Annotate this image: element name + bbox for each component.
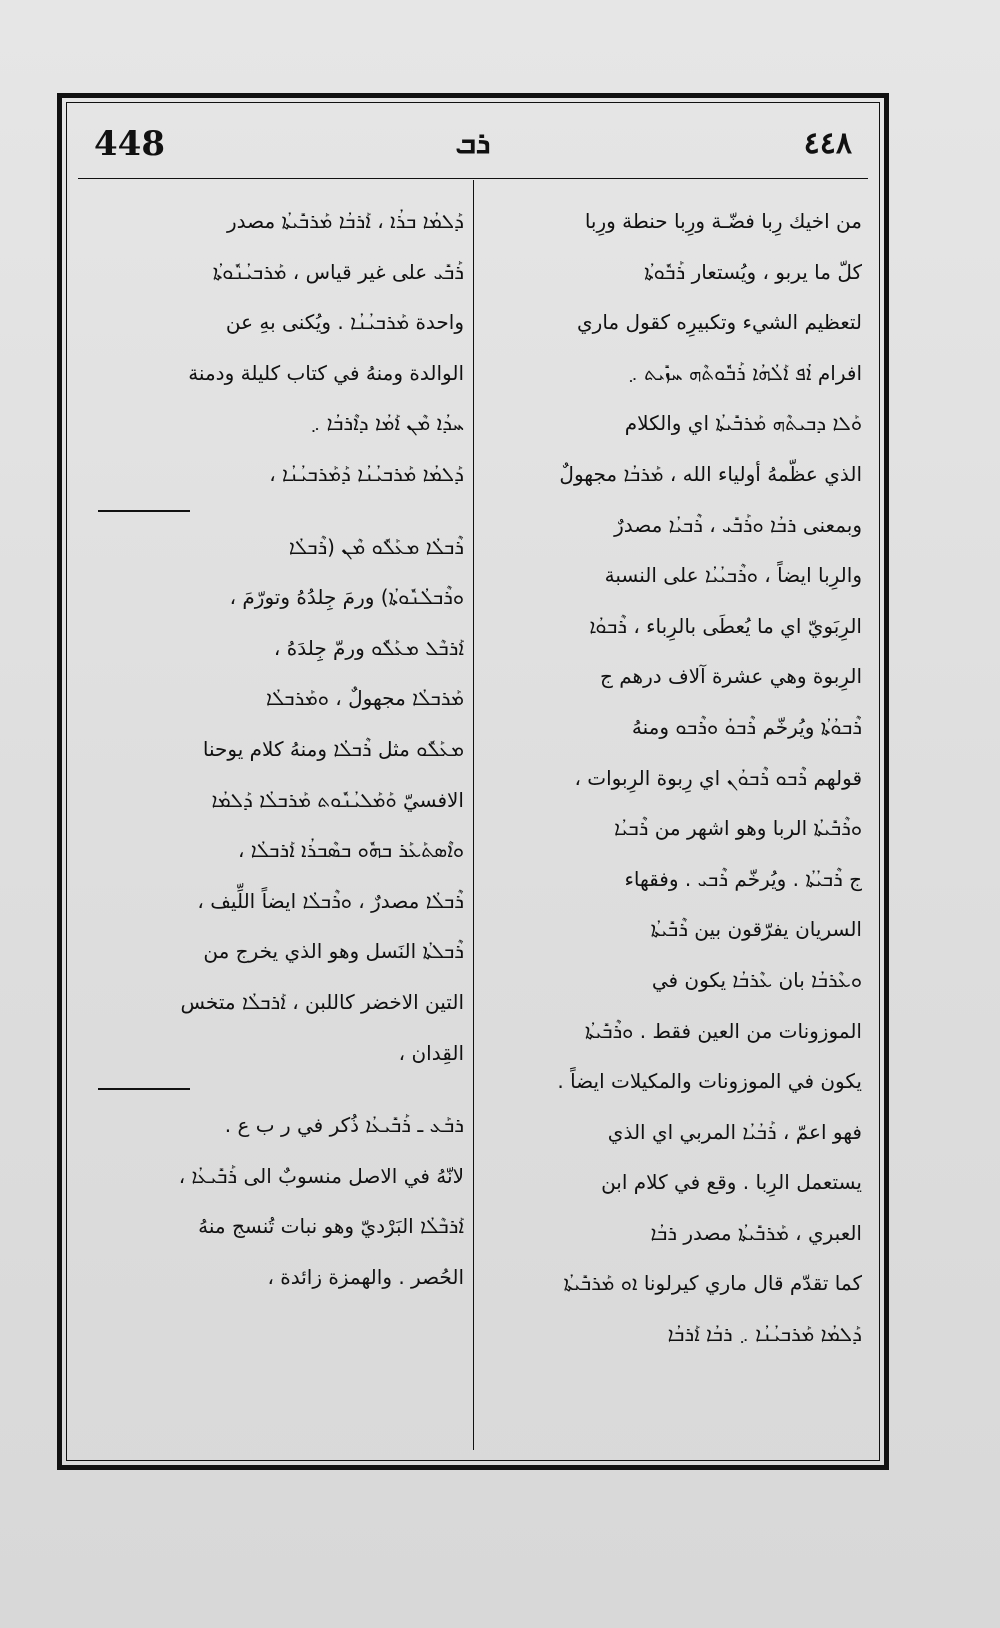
text-line: ܚܕܳܐ ܡܶܢ ܐܰܡܳܐ ܕܐܶܪܒܳܐ ܇ — [310, 411, 464, 436]
entry-separator — [82, 1078, 464, 1100]
text-line: ܪܶܒܠܳܐ مصدرٌ ، ܘܪܶܒܠܳܐ ايضاً اللِّيف ، — [197, 888, 464, 913]
page-header — [80, 118, 866, 178]
text-line: العبري ، ܡܰܪܒܺܝܬܳܐ مصدر ܪܒܳܐ — [650, 1220, 862, 1245]
text-line: من اخيك رِبا فضّـة ورِبا حنطة ورِبا — [584, 209, 862, 233]
text-line: ܕܰܠܡܳܐ ܡܰܪܒܝܳܢܳܐ ܕܰܡܰܪܒܝܳܢܳܐ ، — [269, 461, 464, 486]
text-line: ܕܰܠܡܳܐ ܒܪܳܐ ، ܐܰܪܒܳܐ ܡܰܪܒܺܝܬܳܐ مصدر — [226, 209, 464, 233]
text-line: فهو اعمّ ، ܪܰܒܳܝܳܐ المربي اي الذي — [607, 1119, 862, 1144]
text-line: لتعظيم الشيء وتكبيرِه كقول ماري — [577, 310, 862, 335]
right-column — [482, 196, 862, 1360]
text-line: وبمعنى ܪܒܳܐ ܘܪܰܒܺܝ ، ܪܶܒܝܳܐ مصدرٌ — [614, 512, 862, 537]
text-line: ܡܰܪܒܠܳܐ مجهولٌ ، ܘܡܰܪܒܠܳܐ — [265, 686, 464, 711]
text-line: ܪܶܒܘܳܬܳܐ ويُرخّم ܪܶܒܘܳ ܘܪܶܒܘ ومنهُ — [631, 714, 862, 739]
text-line: كما تقدّم قال ماري كيرلونا ܐܘ ܡܰܪܒܺܝܬܳܐ — [563, 1271, 862, 1296]
text-line: والرِبا ايضاً ، ܘܪܶܒܝܳܝܳܐ على النسبة — [604, 563, 862, 588]
text-line: الافسيّ ܘܰܡܰܠܝܳܢܽܘܬ ܡܰܪܒܠܳܐ ܕܰܠܡܳܐ — [211, 787, 464, 812]
text-line: الوالدة ومنهُ في كتاب كليلة ودمنة — [188, 360, 464, 385]
text-line: ܐܰܪܒܶܠܳܐ البَرْديّ وهو نبات تُنسج منهُ — [198, 1214, 464, 1239]
text-line: ܘܐܶܣܬܰܥܰܪ ܒܗܽܘ ܒܣܶܒܪܳܐ ܐܰܪܒܠܳܐ ، — [237, 838, 464, 863]
header-rule — [78, 178, 868, 179]
text-line: ܕܰܠܡܳܐ ܡܰܪܒܝܳܢܳܐ ܇ ܪܒܳܐ ܐܰܪܒܳܐ — [667, 1322, 862, 1347]
text-line: ܪܰܒܺܝ على غير قياس ، ܡܰܪܒܝܳܢܽܘܬܳܐ — [212, 259, 464, 284]
left-column — [82, 196, 464, 1302]
text-line: ܐܰܪܒܶܠ ܡܥܰܠܽܘ ورمّ جِلدَهُ ، — [273, 635, 464, 660]
text-line: لانّهُ في الاصل منسوبٌ الى ܪܰܒܺܝܥܳܐ ، — [178, 1163, 464, 1188]
text-line: ج ܪܶܒܝܳܬܳܐ . ويُرخّم ܪܶܒܝ . وفقهاء — [624, 866, 862, 891]
page-number-latin: 448 — [94, 124, 165, 164]
text-line: الرِبوة وهي عشرة آلاف درهم ج — [599, 664, 862, 689]
running-head: ܪܒ — [455, 126, 491, 161]
text-line: ܘܥܶܪܒܳܐ بان ܥܶܪܒܳܐ يكون في — [651, 967, 862, 992]
text-line: الموزونات من العين فقط . ܘܪܶܒܺܝܬܳܐ — [584, 1018, 862, 1043]
text-line: يكون في الموزونات والمكيلات ايضاً . — [557, 1069, 862, 1094]
text-line: الحُصر . والهمزة زائدة ، — [267, 1264, 464, 1289]
text-line: ܪܶܒܠܳܐ ܡܥܰܠܽܘ ܡܶܢ (ܪܶܒܠܳܐ — [288, 534, 464, 559]
text-line: واحدة ܡܰܪܒܝܳܢܳܐ . ويُكنى بهِ عن — [225, 310, 464, 335]
text-line: ܘܪܶܒܠܳܢܽܘܬܳܐ) ورمَ جِلدُهُ وتورّمَ ، — [229, 585, 464, 610]
text-line: ܘܰܠܐ ܕܒܝܬܶܗ ܡܰܪܒܺܝܬܳܐ اي والكلام — [624, 411, 862, 436]
text-line: التين الاخضر كاللبن ، ܐܰܪܒܠܳܐ متخس — [180, 989, 464, 1014]
text-line: الرِبَويّ اي ما يُعطَى بالرِباء ، ܪܶܒܘܳܐ — [589, 613, 862, 638]
text-line: كلّ ما يربو ، ويُستعار ܪܰܒܽܘܬܳܐ — [644, 259, 862, 284]
text-line: ܘܪܶܒܺܝܬܳܐ الربا وهو اشهر من ܪܶܒܝܳܐ — [614, 816, 862, 841]
text-line: الذي عظّمهُ أولياء الله ، ܡܰܪܒܳܐ مجهولٌ — [559, 461, 862, 486]
text-line: القِدان ، — [398, 1040, 464, 1065]
text-line: يستعمل الرِبا . وقع في كلام ابن — [601, 1170, 862, 1195]
entry-separator — [82, 500, 464, 522]
column-divider — [473, 180, 474, 1450]
text-line: السريان يفرّقون بين ܪܶܒܺܝܬܳܐ — [650, 917, 862, 942]
text-line: افرام ܐܳܦ ܐܰܠܳܗܳܐ ܪܰܒܽܘܬܶܗ ܚܙܺܝܬ ܇ — [627, 360, 862, 385]
text-line: ܪܒܰܥ ـ ܪܰܒܺܝܥܳܐ ذُكر في ر ب ع . — [224, 1113, 464, 1138]
text-line: ܡܥܰܠܽܘ مثل ܪܶܒܠܳܐ ومنهُ كلام يوحنا — [202, 736, 464, 761]
text-line: قولهم ܪܶܒܘ ܪܶܒܘܳܢ اي رِبوة الرِبوات ، — [574, 765, 862, 790]
text-line: ܪܶܒܠܬܳܐ النَسل وهو الذي يخرج من — [203, 939, 464, 964]
page-number-arabic: ٤٤٨ — [803, 126, 852, 161]
